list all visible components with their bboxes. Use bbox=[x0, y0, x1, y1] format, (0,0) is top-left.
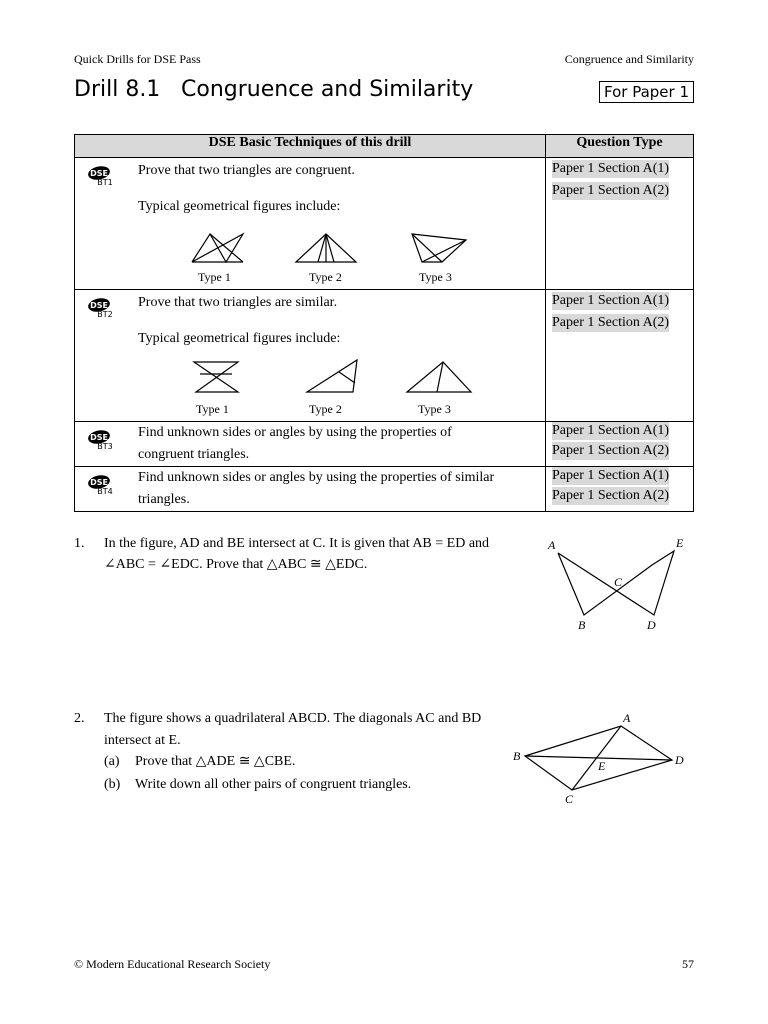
question-type-label: Paper 1 Section A(2) bbox=[552, 315, 670, 330]
question-type-label: Paper 1 Section A(2) bbox=[552, 183, 670, 198]
question-1-line1: In the figure, AD and BE intersect at C. It is given that AB = ED and bbox=[104, 536, 490, 551]
dse-icon bbox=[87, 296, 115, 318]
dse-icon bbox=[87, 428, 115, 450]
question-type-label: Paper 1 Section A(2) bbox=[552, 488, 670, 503]
question-type-bt3 bbox=[546, 422, 694, 467]
techniques-table bbox=[74, 134, 694, 512]
question-type-label: Paper 1 Section A(1) bbox=[552, 468, 670, 483]
similar-figure-type3 bbox=[405, 360, 475, 396]
similar-figure-type2 bbox=[305, 358, 361, 396]
question-2-line1: The figure shows a quadrilateral ABCD. The diagonals AC and BD bbox=[104, 711, 482, 726]
question-type-label: Paper 1 Section A(1) bbox=[552, 423, 670, 438]
figure-caption: Type 2 bbox=[309, 402, 342, 416]
congruent-figure-type3 bbox=[410, 232, 470, 266]
svg-text:BT1: BT1 bbox=[97, 178, 113, 186]
svg-text:BT3: BT3 bbox=[97, 442, 113, 450]
question-type-label: Paper 1 Section A(1) bbox=[552, 293, 670, 308]
technique-bt2 bbox=[75, 290, 546, 422]
question-2-number: 2. bbox=[74, 711, 85, 726]
technique-subtext: Typical geometrical figures include: bbox=[138, 331, 341, 346]
svg-text:D: D bbox=[675, 753, 684, 767]
question-2-line2: intersect at E. bbox=[104, 733, 181, 748]
technique-text: Find unknown sides or angles by using the properties of bbox=[138, 425, 452, 440]
svg-text:C: C bbox=[565, 792, 574, 806]
technique-text: Find unknown sides or angles by using the properties of similar bbox=[138, 470, 495, 485]
technique-bt4 bbox=[75, 467, 546, 512]
technique-bt3 bbox=[75, 422, 546, 467]
congruent-figure-type1 bbox=[190, 232, 245, 266]
col-header-question-type: Question Type bbox=[546, 135, 694, 158]
question-1-figure bbox=[540, 535, 700, 635]
technique-bt1 bbox=[75, 158, 546, 290]
page-number: 57 bbox=[682, 957, 694, 971]
svg-text:E: E bbox=[676, 536, 684, 550]
question-1-number: 1. bbox=[74, 536, 85, 551]
question-type-bt2 bbox=[546, 290, 694, 422]
question-type-bt4 bbox=[546, 467, 694, 512]
svg-text:C: C bbox=[614, 575, 623, 589]
svg-text:BT2: BT2 bbox=[97, 310, 113, 318]
question-1-line2: ∠ABC = ∠EDC. Prove that △ABC ≅ △EDC. bbox=[104, 557, 368, 572]
drill-title: Congruence and Similarity bbox=[181, 77, 474, 102]
question-2b-label: (b) bbox=[104, 777, 121, 792]
svg-text:DSE: DSE bbox=[90, 433, 108, 442]
running-header-right: Congruence and Similarity bbox=[564, 52, 694, 66]
svg-text:DSE: DSE bbox=[90, 301, 108, 310]
technique-subtext: Typical geometrical figures include: bbox=[138, 199, 341, 214]
dse-icon bbox=[87, 164, 115, 186]
dse-icon bbox=[87, 473, 115, 495]
similar-figure-type1 bbox=[192, 360, 242, 396]
col-header-techniques: DSE Basic Techniques of this drill bbox=[75, 135, 546, 158]
svg-text:BT4: BT4 bbox=[97, 487, 113, 495]
svg-text:B: B bbox=[513, 749, 521, 763]
question-type-label: Paper 1 Section A(2) bbox=[552, 443, 670, 458]
technique-text: triangles. bbox=[138, 492, 190, 507]
technique-text: Prove that two triangles are similar. bbox=[138, 295, 338, 310]
technique-text: congruent triangles. bbox=[138, 447, 250, 462]
drill-number: Drill 8.1 bbox=[74, 77, 161, 102]
svg-text:B: B bbox=[578, 618, 586, 632]
figure-caption: Type 1 bbox=[196, 402, 229, 416]
svg-text:DSE: DSE bbox=[90, 478, 108, 487]
svg-text:A: A bbox=[623, 711, 631, 725]
question-type-label: Paper 1 Section A(1) bbox=[552, 161, 670, 176]
svg-text:A: A bbox=[548, 538, 556, 552]
figure-caption: Type 1 bbox=[198, 270, 231, 284]
svg-text:D: D bbox=[647, 618, 656, 632]
svg-text:E: E bbox=[598, 759, 606, 773]
figure-caption: Type 3 bbox=[418, 402, 451, 416]
footer-copyright: © Modern Educational Research Society bbox=[74, 957, 271, 971]
running-header-left: Quick Drills for DSE Pass bbox=[74, 52, 201, 66]
question-2a-text: Prove that △ADE ≅ △CBE. bbox=[135, 754, 296, 769]
question-2a-label: (a) bbox=[104, 754, 120, 769]
figure-caption: Type 2 bbox=[309, 270, 342, 284]
svg-text:DSE: DSE bbox=[90, 169, 108, 178]
figure-caption: Type 3 bbox=[419, 270, 452, 284]
question-2b-text: Write down all other pairs of congruent triangles. bbox=[135, 777, 412, 792]
paper-badge: For Paper 1 bbox=[599, 81, 694, 103]
congruent-figure-type2 bbox=[294, 232, 358, 266]
question-2-figure bbox=[508, 708, 698, 808]
technique-text: Prove that two triangles are congruent. bbox=[138, 163, 355, 178]
question-type-bt1 bbox=[546, 158, 694, 290]
